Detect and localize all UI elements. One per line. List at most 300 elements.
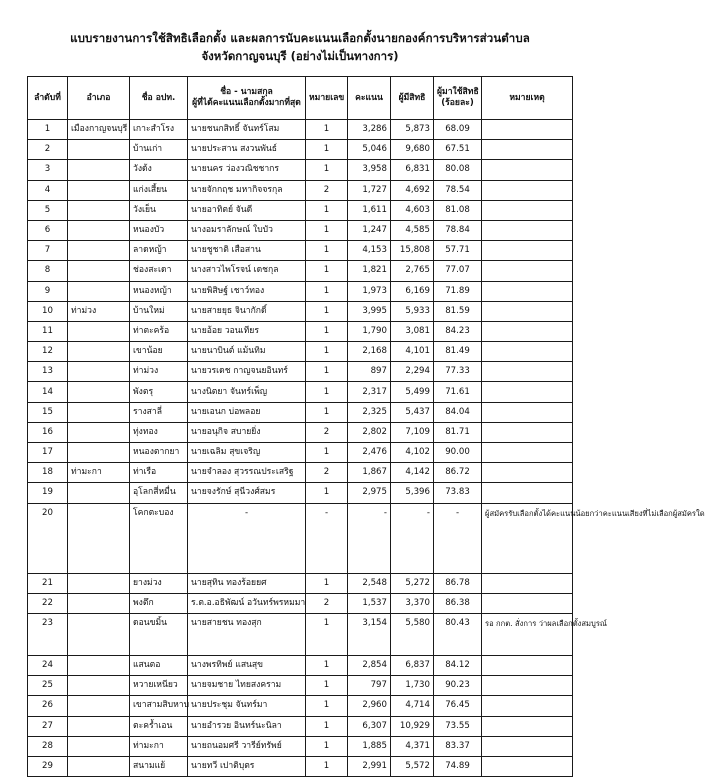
table-row [28, 321, 573, 341]
table-row [28, 362, 573, 382]
cell-name: นางนิตยา จันทร์เพ็ญ [188, 382, 306, 402]
table-row [28, 443, 573, 463]
cell-number: 1 [306, 362, 348, 382]
cell-number: 1 [306, 736, 348, 756]
cell-eligible: 4,692 [391, 180, 434, 200]
col-header-name-line2: ผู้ที่ได้คะแนนเลือกตั้งมากที่สุด [192, 98, 301, 108]
cell-turnout: 73.55 [434, 716, 482, 736]
cell-seq: 3 [28, 160, 68, 180]
cell-eligible: 4,714 [391, 696, 434, 716]
cell-number: 1 [306, 301, 348, 321]
cell-turnout: 86.78 [434, 573, 482, 593]
cell-votes: - [348, 503, 391, 573]
cell-eligible: 5,933 [391, 301, 434, 321]
cell-seq: 22 [28, 593, 68, 613]
cell-district [68, 655, 130, 675]
cell-remark [482, 463, 573, 483]
cell-district [68, 422, 130, 442]
cell-eligible: 5,396 [391, 483, 434, 503]
cell-name: นายชูชาติ เสือสาน [188, 241, 306, 261]
cell-number: 1 [306, 342, 348, 362]
cell-eligible: 6,169 [391, 281, 434, 301]
cell-turnout: 86.72 [434, 463, 482, 483]
cell-number: 1 [306, 160, 348, 180]
cell-org: ท่ามะกา [130, 736, 188, 756]
cell-seq: 5 [28, 200, 68, 220]
cell-eligible: 4,603 [391, 200, 434, 220]
cell-remark [482, 716, 573, 736]
cell-name: นายจมชาย ไทยสงคราม [188, 676, 306, 696]
cell-district: ท่ามะกา [68, 463, 130, 483]
cell-district [68, 736, 130, 756]
col-header-org: ชื่อ อปท. [130, 77, 188, 120]
cell-votes: 2,476 [348, 443, 391, 463]
cell-eligible: 5,580 [391, 613, 434, 655]
cell-remark [482, 696, 573, 716]
table-row [28, 120, 573, 140]
cell-district [68, 321, 130, 341]
cell-name: นายประชุม จันทร์มา [188, 696, 306, 716]
cell-name: นายสายยุธ จินากักดิ์ [188, 301, 306, 321]
col-header-name-line1: ชื่อ - นามสกุล [220, 87, 273, 97]
cell-seq: 27 [28, 716, 68, 736]
cell-eligible: 4,371 [391, 736, 434, 756]
cell-votes: 2,960 [348, 696, 391, 716]
table-row [28, 483, 573, 503]
cell-org: แก่งเสี้ยน [130, 180, 188, 200]
cell-turnout: 81.59 [434, 301, 482, 321]
cell-number: 1 [306, 241, 348, 261]
cell-remark [482, 281, 573, 301]
table-row [28, 593, 573, 613]
cell-turnout: 71.89 [434, 281, 482, 301]
cell-name: นายถนอมศรี วารีย์ทรัพย์ [188, 736, 306, 756]
cell-name: นายนาบินต์ แม้นทิม [188, 342, 306, 362]
cell-number: - [306, 503, 348, 573]
table-row [28, 382, 573, 402]
cell-district [68, 382, 130, 402]
cell-org: ท่าตะคร้อ [130, 321, 188, 341]
cell-eligible: 4,102 [391, 443, 434, 463]
cell-org: วังเย็น [130, 200, 188, 220]
cell-name: นางอมราลักษณ์ ใบบัว [188, 220, 306, 240]
cell-votes: 5,046 [348, 140, 391, 160]
cell-votes: 3,958 [348, 160, 391, 180]
cell-number: 1 [306, 483, 348, 503]
cell-seq: 7 [28, 241, 68, 261]
cell-remark [482, 140, 573, 160]
cell-district: ท่าม่วง [68, 301, 130, 321]
cell-district [68, 362, 130, 382]
cell-votes: 2,854 [348, 655, 391, 675]
table-row [28, 200, 573, 220]
report-title: แบบรายงานการใช้สิทธิเลือกตั้ง และผลการนับคะแนนเลือกตั้งนายกองค์การบริหารส่วนตำบล [70, 31, 530, 45]
cell-seq: 16 [28, 422, 68, 442]
cell-turnout: 74.89 [434, 756, 482, 776]
cell-org: สนามแย้ [130, 756, 188, 776]
cell-eligible: 5,437 [391, 402, 434, 422]
cell-org: เขาสามสิบหาบ [130, 696, 188, 716]
cell-number: 2 [306, 180, 348, 200]
cell-turnout: 86.38 [434, 593, 482, 613]
cell-number: 1 [306, 716, 348, 736]
cell-district [68, 160, 130, 180]
cell-org: เกาะสำโรง [130, 120, 188, 140]
cell-seq: 17 [28, 443, 68, 463]
cell-votes: 1,821 [348, 261, 391, 281]
cell-eligible: 4,142 [391, 463, 434, 483]
cell-votes: 1,867 [348, 463, 391, 483]
cell-votes: 3,995 [348, 301, 391, 321]
cell-eligible: 9,680 [391, 140, 434, 160]
cell-district [68, 443, 130, 463]
cell-org: พังตรุ [130, 382, 188, 402]
cell-name: นายเอนก บ่อพลอย [188, 402, 306, 422]
cell-number: 2 [306, 593, 348, 613]
cell-eligible: 15,808 [391, 241, 434, 261]
cell-org: อุโลกสี่หมื่น [130, 483, 188, 503]
cell-number: 1 [306, 220, 348, 240]
col-header-eligible: ผู้มีสิทธิ [391, 77, 434, 120]
report-subtitle: จังหวัดกาญจนบุรี (อย่างไม่เป็นทางการ) [201, 49, 399, 63]
col-header-turnout [434, 77, 482, 120]
cell-district [68, 613, 130, 655]
cell-org: หวายเหนียว [130, 676, 188, 696]
cell-votes: 1,727 [348, 180, 391, 200]
cell-eligible: 3,081 [391, 321, 434, 341]
cell-seq: 1 [28, 120, 68, 140]
table-header-row [28, 77, 573, 120]
cell-number: 1 [306, 696, 348, 716]
cell-remark [482, 160, 573, 180]
cell-turnout: 73.83 [434, 483, 482, 503]
cell-org: บ้านเก่า [130, 140, 188, 160]
table-row [28, 716, 573, 736]
cell-org: หนองหญ้า [130, 281, 188, 301]
cell-turnout: 76.45 [434, 696, 482, 716]
cell-number: 1 [306, 573, 348, 593]
cell-district [68, 342, 130, 362]
cell-seq: 14 [28, 382, 68, 402]
cell-votes: 1,885 [348, 736, 391, 756]
cell-remark: ผู้สมัครรับเลือกตั้งได้คะแนนน้อยกว่าคะแนนเสียงที่ไม่เลือกผู้สมัครใด [482, 503, 573, 573]
cell-org: พงตึก [130, 593, 188, 613]
cell-district [68, 696, 130, 716]
cell-seq: 12 [28, 342, 68, 362]
cell-org: หนองตากยา [130, 443, 188, 463]
cell-remark [482, 593, 573, 613]
cell-turnout: 78.54 [434, 180, 482, 200]
cell-seq: 24 [28, 655, 68, 675]
cell-name: นายอำรวย อินทร์นะนิลา [188, 716, 306, 736]
table-row [28, 261, 573, 281]
table-row [28, 241, 573, 261]
cell-votes: 2,802 [348, 422, 391, 442]
cell-district [68, 483, 130, 503]
cell-org: รางสาลี่ [130, 402, 188, 422]
table-row [28, 756, 573, 776]
cell-turnout: 77.33 [434, 362, 482, 382]
cell-org: ตะคร้ำเอน [130, 716, 188, 736]
cell-remark [482, 676, 573, 696]
table-row [28, 342, 573, 362]
cell-name: นายวรเดช กาญจนยอินทร์ [188, 362, 306, 382]
cell-name: นายพิสิษฐ์ เชาว์ทอง [188, 281, 306, 301]
cell-remark [482, 220, 573, 240]
cell-number: 1 [306, 382, 348, 402]
cell-votes: 1,611 [348, 200, 391, 220]
cell-eligible: 4,585 [391, 220, 434, 240]
cell-org: หนองบัว [130, 220, 188, 240]
cell-name: นายจงรักษ์ สุนีวงศ์สมร [188, 483, 306, 503]
cell-seq: 20 [28, 503, 68, 573]
cell-turnout: - [434, 503, 482, 573]
table-row [28, 140, 573, 160]
cell-seq: 11 [28, 321, 68, 341]
table-row [28, 463, 573, 483]
table-row [28, 180, 573, 200]
cell-eligible: 5,272 [391, 573, 434, 593]
cell-votes: 2,168 [348, 342, 391, 362]
cell-eligible: 3,370 [391, 593, 434, 613]
cell-org: วังด้ง [130, 160, 188, 180]
cell-seq: 6 [28, 220, 68, 240]
cell-district [68, 261, 130, 281]
cell-eligible: 2,765 [391, 261, 434, 281]
col-header-number: หมายเลข [306, 77, 348, 120]
cell-seq: 8 [28, 261, 68, 281]
table-row [28, 696, 573, 716]
col-header-seq: ลำดับที่ [28, 77, 68, 120]
cell-eligible: 5,873 [391, 120, 434, 140]
cell-seq: 2 [28, 140, 68, 160]
cell-number: 1 [306, 321, 348, 341]
cell-turnout: 83.37 [434, 736, 482, 756]
table-row [28, 281, 573, 301]
cell-name: นายทวี เปาติบุตร [188, 756, 306, 776]
cell-votes: 2,975 [348, 483, 391, 503]
cell-district [68, 200, 130, 220]
cell-turnout: 77.07 [434, 261, 482, 281]
cell-seq: 23 [28, 613, 68, 655]
cell-turnout: 84.04 [434, 402, 482, 422]
table-row [28, 613, 573, 655]
cell-number: 1 [306, 140, 348, 160]
table-row [28, 402, 573, 422]
cell-votes: 2,325 [348, 402, 391, 422]
cell-org: โคกตะบอง [130, 503, 188, 573]
cell-votes: 4,153 [348, 241, 391, 261]
cell-number: 1 [306, 200, 348, 220]
cell-votes: 2,548 [348, 573, 391, 593]
cell-seq: 28 [28, 736, 68, 756]
table-body [28, 120, 705, 777]
cell-remark [482, 301, 573, 321]
cell-org: ยางม่วง [130, 573, 188, 593]
col-header-remark: หมายเหตุ [482, 77, 573, 120]
cell-number: 1 [306, 655, 348, 675]
cell-seq: 10 [28, 301, 68, 321]
cell-org: เขาน้อย [130, 342, 188, 362]
cell-votes: 2,991 [348, 756, 391, 776]
cell-name: ร.ต.อ.อธิพัฒน์ อวันทร์พรหมมา [188, 593, 306, 613]
cell-turnout: 84.12 [434, 655, 482, 675]
cell-turnout: 78.84 [434, 220, 482, 240]
cell-votes: 2,317 [348, 382, 391, 402]
cell-seq: 13 [28, 362, 68, 382]
cell-votes: 3,154 [348, 613, 391, 655]
cell-turnout: 67.51 [434, 140, 482, 160]
cell-district [68, 503, 130, 573]
cell-remark [482, 443, 573, 463]
cell-remark [482, 756, 573, 776]
cell-turnout: 84.23 [434, 321, 482, 341]
cell-turnout: 90.00 [434, 443, 482, 463]
cell-votes: 3,286 [348, 120, 391, 140]
cell-name: - [188, 503, 306, 573]
cell-remark [482, 342, 573, 362]
cell-number: 2 [306, 422, 348, 442]
table-row [28, 503, 573, 573]
cell-eligible: 4,101 [391, 342, 434, 362]
cell-org: ท่าม่วง [130, 362, 188, 382]
cell-remark [482, 200, 573, 220]
cell-district [68, 676, 130, 696]
cell-district [68, 402, 130, 422]
cell-remark [482, 180, 573, 200]
cell-name: นายจักกฤช มหากิจจรกุล [188, 180, 306, 200]
cell-org: แสนตอ [130, 655, 188, 675]
table-row [28, 655, 573, 675]
cell-votes: 6,307 [348, 716, 391, 736]
cell-name: นายอ้อย วอนเทียร [188, 321, 306, 341]
cell-remark [482, 655, 573, 675]
cell-eligible: 7,109 [391, 422, 434, 442]
cell-name: นายสายชน ทองสุก [188, 613, 306, 655]
table-row [28, 220, 573, 240]
cell-eligible: 6,831 [391, 160, 434, 180]
col-header-name [188, 77, 306, 120]
table-row [28, 676, 573, 696]
cell-turnout: 71.61 [434, 382, 482, 402]
cell-org: ดอนขมิ้น [130, 613, 188, 655]
cell-seq: 18 [28, 463, 68, 483]
cell-eligible: 6,837 [391, 655, 434, 675]
cell-turnout: 68.09 [434, 120, 482, 140]
cell-eligible: 10,929 [391, 716, 434, 736]
cell-remark [482, 321, 573, 341]
cell-remark [482, 261, 573, 281]
cell-org: บ้านใหม่ [130, 301, 188, 321]
cell-turnout: 90.23 [434, 676, 482, 696]
cell-remark [482, 573, 573, 593]
cell-eligible: 5,499 [391, 382, 434, 402]
cell-turnout: 81.49 [434, 342, 482, 362]
cell-number: 1 [306, 402, 348, 422]
cell-number: 1 [306, 281, 348, 301]
cell-district [68, 140, 130, 160]
cell-name: นายจำลอง สุวรรณประเสริฐ [188, 463, 306, 483]
cell-remark [482, 382, 573, 402]
cell-name: นางพรทิพย์ แสนสุข [188, 655, 306, 675]
cell-number: 1 [306, 261, 348, 281]
cell-remark [482, 362, 573, 382]
cell-turnout: 81.71 [434, 422, 482, 442]
cell-seq: 15 [28, 402, 68, 422]
cell-name: นายนคร ว่องวณิชชากร [188, 160, 306, 180]
cell-seq: 4 [28, 180, 68, 200]
cell-number: 1 [306, 120, 348, 140]
cell-district [68, 180, 130, 200]
cell-votes: 1,537 [348, 593, 391, 613]
cell-district: เมืองกาญจนบุรี [68, 120, 130, 140]
cell-number: 2 [306, 463, 348, 483]
cell-remark [482, 120, 573, 140]
cell-org: ลาดหญ้า [130, 241, 188, 261]
cell-district [68, 281, 130, 301]
cell-district [68, 220, 130, 240]
cell-seq: 26 [28, 696, 68, 716]
cell-votes: 897 [348, 362, 391, 382]
cell-seq: 19 [28, 483, 68, 503]
cell-eligible: 2,294 [391, 362, 434, 382]
cell-number: 1 [306, 756, 348, 776]
table-row [28, 160, 573, 180]
cell-seq: 29 [28, 756, 68, 776]
cell-name: นายอนุกิจ สบายยิ่ง [188, 422, 306, 442]
cell-org: ช่องสะเดา [130, 261, 188, 281]
cell-eligible: 5,572 [391, 756, 434, 776]
cell-turnout: 80.43 [434, 613, 482, 655]
cell-org: ทุ่งทอง [130, 422, 188, 442]
cell-name: นายอาทิตย์ จันดี [188, 200, 306, 220]
table-row [28, 422, 573, 442]
cell-district [68, 756, 130, 776]
cell-name: นายเฉลิม สุขเจริญ [188, 443, 306, 463]
cell-seq: 25 [28, 676, 68, 696]
cell-org: ท่าเรือ [130, 463, 188, 483]
cell-name: นายชนกสิทธิ์ จันทร์โสม [188, 120, 306, 140]
cell-district [68, 573, 130, 593]
cell-votes: 1,973 [348, 281, 391, 301]
results-table [27, 76, 705, 777]
cell-name: นางสาวไพโรจน์ เดชกุล [188, 261, 306, 281]
cell-remark [482, 736, 573, 756]
col-header-votes: คะแนน [348, 77, 391, 120]
cell-seq: 21 [28, 573, 68, 593]
cell-district [68, 593, 130, 613]
cell-seq: 9 [28, 281, 68, 301]
cell-name: นายประสาน สงวนพันธ์ [188, 140, 306, 160]
cell-number: 1 [306, 613, 348, 655]
cell-remark [482, 483, 573, 503]
table-row [28, 736, 573, 756]
cell-votes: 1,790 [348, 321, 391, 341]
cell-number: 1 [306, 676, 348, 696]
cell-eligible: 1,730 [391, 676, 434, 696]
cell-turnout: 81.08 [434, 200, 482, 220]
cell-remark [482, 402, 573, 422]
col-header-turnout-line1: ผู้มาใช้สิทธิ [437, 87, 479, 97]
cell-remark: รอ กกต. สั่งการ ว่าผลเลือกตั้งสมบูรณ์ [482, 613, 573, 655]
cell-votes: 797 [348, 676, 391, 696]
cell-remark [482, 241, 573, 261]
cell-district [68, 716, 130, 736]
cell-number: 1 [306, 443, 348, 463]
cell-remark [482, 422, 573, 442]
cell-votes: 1,247 [348, 220, 391, 240]
cell-name: นายสุทิน ทองร้อยยศ [188, 573, 306, 593]
